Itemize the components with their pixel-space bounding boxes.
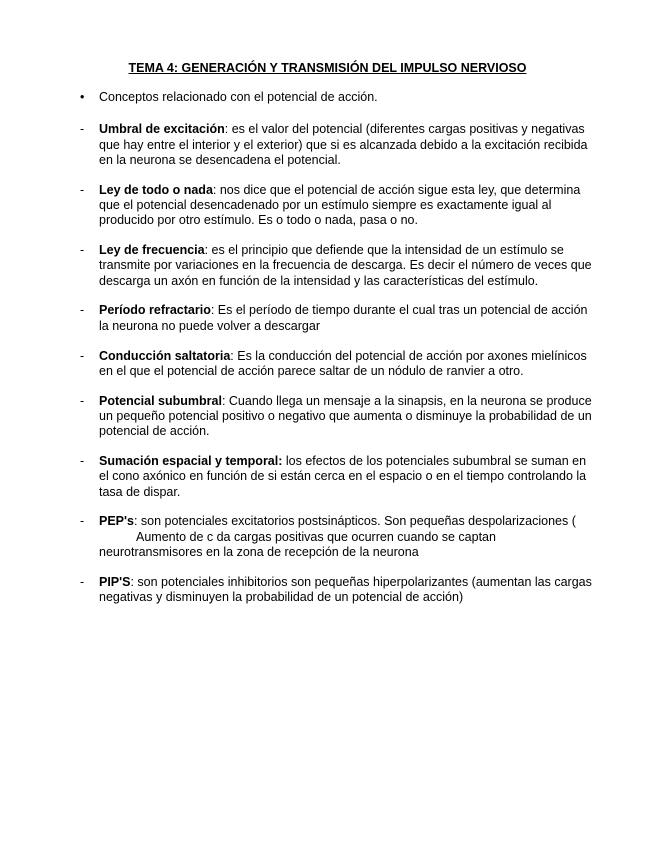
concept-list (0, 90, 655, 620)
list-item-ley-frecuencia (0, 243, 655, 289)
term-label: Ley de frecuencia (99, 243, 205, 258)
definition-text: : Cuando llega un mensaje a la sinapsis, en la neurona se produce un pequeño potencial positivo o negativo que aumenta o disminuye la probabilidad de un potencial de acción. (99, 393, 592, 439)
dash-marker: - (80, 574, 85, 589)
definition-text: : nos dice que el potencial de acción sigue esta ley, que determina que el potencial desencadenado por un estímulo siempre es exactamente igual al producido por otro estímulo. Es o todo o nada, pasa o no. (99, 182, 581, 228)
list-item-pips (0, 575, 655, 606)
list-item-ley-todo-nada (0, 183, 655, 229)
dash-marker: - (80, 348, 85, 363)
term-label: Conducción saltatoria (99, 348, 231, 363)
bullet-marker: • (80, 90, 85, 104)
intro-text: Conceptos relacionado con el potencial de acción. (99, 90, 378, 104)
term-label: Ley de todo o nada (99, 182, 213, 197)
term-label: Sumación espacial y temporal: (99, 454, 283, 469)
definition-text: : Es la conducción del potencial de acción por axones mielínicos en el que el potencial de acción parece saltar de un nódulo de ranvier a otro. (99, 348, 587, 378)
dash-marker: - (80, 393, 85, 408)
list-item-periodo-refractario (0, 303, 655, 334)
dash-marker: - (80, 243, 85, 258)
definition-text: : son potenciales excitatorios postsinápticos. Son pequeñas despolarizaciones ( (133, 514, 576, 529)
dash-marker: - (80, 303, 85, 318)
term-label: Período refractario (99, 303, 211, 318)
definition-text: : Es el período de tiempo durante el cual tras un potencial de acción la neurona no puede volver a descargar (99, 303, 588, 333)
document-title: TEMA 4: GENERACIÓN Y TRANSMISIÓN DEL IMPULSO NERVIOSO (128, 61, 527, 75)
dash-marker: - (80, 122, 85, 137)
definition-text: : es el valor del potencial (diferentes cargas positivas y negativas que hay entre el interior y el exterior) que si es alcanzada debido a la excitación recibida en la neurona se desencadena el potencial. (99, 122, 588, 167)
list-item-umbral (0, 122, 655, 168)
definition-text: : es el principio que defiende que la intensidad de un estímulo se transmite por variaciones en la frecuencia de descarga. Es decir el número de veces que descarga un axón en función de la intensidad y las características del estímulo. (99, 243, 592, 288)
list-item-potencial-subumbral (0, 394, 655, 440)
term-label: Potencial subumbral (99, 393, 222, 408)
dash-marker: - (80, 454, 85, 469)
definition-text: los efectos de los potenciales subumbral se suman en el cono axónico en función de si están cerca en el espacio o en el tiempo controlando la tasa de dispar. (99, 454, 587, 499)
dash-marker: - (80, 182, 85, 197)
term-label: PEP's (99, 514, 134, 529)
dash-marker: - (80, 514, 85, 529)
list-item-sumacion (0, 454, 655, 500)
term-label: PIP'S (99, 574, 131, 589)
term-label: Umbral de excitación (99, 122, 225, 137)
intro-item (0, 90, 655, 105)
list-item-peps (0, 514, 655, 560)
definition-tail-text: neurotransmisores en la zona de recepción de la neurona (99, 545, 419, 560)
definition-text: : son potenciales inhibitorios son pequeñas hiperpolarizantes (aumentan las cargas negativas y disminuyen la probabilidad de un potencial de acción) (99, 574, 592, 605)
definition-indented-text: Aumento de c da cargas positivas que ocurren cuando se captan (136, 529, 496, 544)
list-item-conduccion-saltatoria (0, 349, 655, 380)
